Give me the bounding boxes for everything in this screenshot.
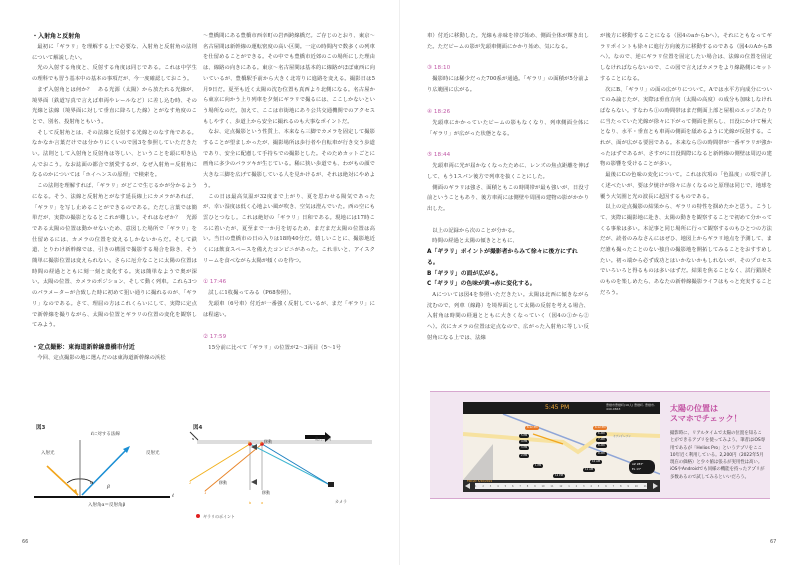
timeline-next-icon[interactable] [653, 483, 658, 489]
paragraph: 最後にCの色味の変化について。これは次項の「色温度」の項で詳しく述べたいが、要は夕焼けが徐々に赤くなるのと原理は同じで、地球を覆う大気圏と光の波長に起因するものである。 [600, 172, 772, 200]
page-number-left: 66 [22, 539, 29, 545]
time-pill: 4 PM [521, 440, 528, 443]
sidebar-title-line1: 太陽の位置は [670, 404, 718, 413]
finding-c: C「ギラリ」の色味が黄→赤に変化する。 [427, 281, 536, 288]
paragraph: まず入射角とは何か？ ある光源（太陽）から放たれる光線が、境界面（鉄道写真で言えば車両やレールなど）に差し込む時、その光線と法線（境界面に対して垂直に降ろした線）とがなす角度のことで、別名、投射角ともいう。 [32, 86, 197, 125]
move-arrow-bottom [251, 479, 257, 485]
timeline-tick[interactable]: 5 [597, 484, 600, 488]
marker-2: 2 [189, 481, 192, 485]
normal-label: ℓに対する法線 [91, 432, 120, 437]
paragraph: 最初に「ギラリ」を理解する上で必要な、入射角と反射角の法則について解説したい。 [32, 44, 197, 61]
timeline-tick[interactable]: 3 [489, 484, 492, 488]
marker-a: a [261, 501, 264, 505]
timestamp-4: ④ 18:26 [427, 108, 451, 115]
timeline-tick[interactable]: 10 [634, 484, 638, 488]
section-heading-incidence: ・入射角と反射角 [32, 33, 81, 40]
figure-4-label: 図4 [193, 425, 203, 431]
paragraph: Aについては図4を参照いただきたい。太陽は北西に傾きながら沈むので、列車（線路）を境界面として太陽の反射を考える場合、入射角は時間の経過とともに大きくなっていく（図4の①から②へ）。次にカメラの位置は定点なので、広がった入射角に等しい反射角になる上では、法線 [427, 291, 589, 341]
sidebar-body: 撮影時に、リアルタイムで太陽の位置を知ることができるアプリを使ってみよう。筆者はiOS専用であるが「Helios Pro」というアプリをここ10年近く利用している。2,200円（2022年5月現在の価格）と少々値は張るが実用性は高い。iOSやAndroidでも同様の機能を持ったアプリが多数あるので試してみるといいだろう。 [670, 431, 766, 480]
timestamp-2: ② 17:59 [203, 333, 227, 340]
paragraph: 側面のギラリは強さ、面積ともこの時間帯が最も強いが、日没寸前ということもあり、後方車両には側壁や周囲の建物の影がかかり出した。 [427, 184, 589, 213]
glare-point-legend: ギラリのポイント [203, 514, 235, 519]
timeline-tick[interactable]: 2 [482, 484, 484, 488]
figure-4-diagram [185, 430, 385, 520]
camera-icon [328, 482, 334, 487]
glare-legend-icon [196, 514, 200, 518]
page-number-right: 67 [770, 539, 777, 545]
paragraph: 〜豊橋間にある豊橋市西幸町の岩西跨線橋だ。ご存じのとおり、東京〜名古屋間は新幹線の運転密度の高い区間。一定の時間内で数多くの列車を仕留めることができる。その中でも豊橋市近郊のこの場所にした理由は、線路の向きにある。東京〜名古屋間は基本的に線路がほぼ東西に向いているが、豊橋駅手前から大きく北寄りに進路を変える。撮影日は5月9日だ。夏至も近く太陽の沈む位置も真西より北側になる。名古屋から東京に向かう上り列車を夕刻にギラリで撮るには、ここしかないという場所なのだ。加えて、ここは市街地にあり公共交通機関でのアクセスもしやすく、歩道上から安全に撮れるのも大事なポイントだ。 [203, 33, 375, 125]
figure-3-diagram [30, 430, 180, 510]
timestamp-5: ⑤ 18:44 [427, 152, 451, 159]
timeline-tick[interactable]: 9 [534, 484, 536, 488]
time-pill: 2 PM [521, 454, 528, 457]
app-address: 豊橋市豊橋町(16人) 豊橋町, 豊橋市, 440-0843 [606, 403, 655, 411]
time-pill: 1 PM [535, 464, 542, 467]
timeline-tick[interactable]: 1 [568, 484, 570, 488]
time-pill: 12 PM [555, 474, 563, 477]
app-time: 5:45 PM [545, 404, 570, 411]
timeline-tick[interactable]: 1 [475, 484, 477, 488]
camera-label: カメラ [335, 499, 347, 504]
timeline-tick[interactable]: 12 [559, 484, 563, 488]
timeline-tick[interactable]: 6 [511, 484, 514, 488]
incident-label: 入射光 [41, 451, 55, 456]
time-pill: 3 PM [521, 446, 528, 449]
time-pill: 9 AM [598, 452, 605, 455]
beta-label: β [107, 484, 110, 490]
alpha-arc [67, 479, 80, 483]
move-label-bottom: 移動 [262, 490, 270, 495]
figure-3-label: 図3 [36, 425, 46, 431]
paragraph: そして反射角とは、その法線と反射する光線とのなす角である。なかなか言葉だけでは分かりにくいので図3を参照していただきたい。法則として入射角と反射角は等しい、ということを頭に叩き込んでおこう。なお誌面の都合で割愛するが、なぜ入射角＝反射角になるのかについては「ホイヘンスの原理」で検索を。 [32, 129, 197, 179]
sun-ray-2 [190, 444, 250, 481]
timeline-tick[interactable]: 9 [627, 484, 629, 488]
move-label-top: 移動 [264, 439, 272, 444]
paragraph: この法則を理解すれば、「ギラリ」がどこで生じるかが分かるようになる。そう、法線と反射角とがなす延長線上にカメラがあれば、「ギラリ」を写し止めることができるのである。ただし言葉では簡単だが、実際の撮影となるとこれが難しい。それはなぜか？ 光源である太陽の位置は動かせないため、意図した場所で「ギラリ」を仕留めるには、カメラの位置を変えるしかないからだ。そして鉄道、とりわけ新幹線では、引きの構図で撮影する場合を除き、そう簡単に撮影位置は変えられない。さらに厄介なことに太陽の位置は時間の経過とともに刻一刻と変化する。実は簡単なようで奥が深い。太陽の位置、カメラのポジション、そして動く列車。これら3つのパラメーターが合致した時に初めて狙い通りに撮れるのが、「ギラリ」なのである。さて、理屈の方はこれくらいにして、実際に定点で新幹線を撮りながら、太陽の位置とギラリの位置の変化を観察してみよう。 [32, 183, 197, 329]
reflected-ray-a [262, 444, 330, 485]
marker-A: A [260, 441, 263, 445]
timeline-tick[interactable]: 3 [583, 484, 585, 488]
page-gutter [399, 0, 400, 565]
track [197, 440, 372, 444]
left-column-2 [203, 31, 375, 353]
time-pill: 6:12 PM [527, 426, 538, 429]
paragraph: 以上の定点撮影の結果から、ギラリの特性を掴めたかと思う。こうして、実際に撮影地に赴き、太陽の動きを観察することで初めて分かってくる事象は多い。本記事と同じ場所に行って観察するのもひとつの方法だが、読者のみなさんにはぜひ、地図上からギラリ地点を予測して、まだ誰も撮ったことのない独自の撮影地を開拓してみることをおすすめしたい。初っ端から必ず成功とはいかないかもしれないが、そのプロセスでいろいろと得るものは多いはずだ。結果を焦ることなく、試行錯誤そのものを楽しめたら、あなたの新幹線撮影ライフはもっと充実することだろう。 [600, 204, 772, 296]
time-pill: 5 PM [521, 434, 528, 437]
timeline-tick[interactable]: 11 [550, 484, 554, 488]
paragraph: 撮影時には稀少だった700系が通過。「ギラリ」の面積が5分前より広範囲に広がる。 [427, 76, 589, 94]
marker-b: b [249, 501, 252, 505]
finding-a: A「ギラリ」ポイントが撮影者からみて徐々に後方にずれる。 [427, 249, 578, 266]
right-column-1 [427, 31, 589, 343]
timeline-tick[interactable]: 4 [590, 484, 592, 488]
figure-3-caption: 入射角α＝反射角β [88, 503, 126, 508]
incident-ray [47, 466, 78, 495]
timeline-prev-icon[interactable] [465, 483, 470, 489]
move-label-left: 移動 [219, 480, 227, 485]
time-pill: 8 AM [598, 444, 605, 447]
paragraph: 次にB、「ギラリ」の面の広がりについて。Aでは水平方向成分についてのみ論じたが、実際は垂直方向（太陽の高度）の成分も加味しなければならない。すなわち①の時間帯はまだ側面上部と屋根のエッジあたりに当たっていた光線が徐々に下がって側面を照らし、日没にかけて極大となり、水平・垂直とも車両の側面を舐めるように光線が反射する。これが、面が広がる要因である。本来なら⑤の時間帯が一番ギラリが強かったはずであるが、さすがに日没間際になると新幹線の側壁は周辺の建物の影響を受けることが多い。 [600, 86, 772, 168]
paragraph: 先頭車（6号車）付近が一番強く反射しているが、まだ「ギラリ」には程遠い。 [203, 301, 375, 318]
paragraph: 今回、定点撮影の地に選んだのは東海道新幹線の浜松 [37, 354, 166, 361]
timeline-tick[interactable]: 5 [504, 484, 507, 488]
timestamp-3: ③ 18:10 [427, 65, 451, 72]
marker-1: 1 [204, 491, 207, 495]
north-label: N [192, 437, 195, 441]
sun-ray-1 [205, 444, 262, 491]
timeline-tick[interactable]: 8 [526, 484, 529, 488]
paragraph: 車）付近に移動した。光線も赤味を帯び始め、側面全体が輝き出した。ただビームの影が先頭車側面にかかり始め、気になる。 [427, 33, 589, 50]
reflected-ray [82, 448, 128, 495]
time-pill: 10 AM [592, 460, 601, 463]
paragraph: 先頭車にかかっていたビームの影もなくなり、列車側面全体に「ギラリ」が広がった状態となる。 [427, 119, 589, 137]
direction-label: 進行方向 [315, 436, 331, 441]
reflected-label: 反射光 [146, 451, 160, 456]
alpha-label: α [90, 480, 94, 486]
timeline-tick[interactable]: 6 [605, 484, 607, 488]
timeline-tick[interactable]: 7 [519, 484, 521, 488]
timestamp-1: ① 17:46 [203, 279, 227, 286]
timeline-tick[interactable]: 4 [497, 484, 499, 488]
sidebar-title [670, 404, 742, 424]
paragraph: 先頭車両に光が届かなくなったために、レンズの焦点距離を伸ばして、もう1スパン後方で列車を抜くことにした。 [427, 163, 589, 180]
time-pill: 6 AM [598, 432, 605, 435]
store-label: セブンイレブン [613, 435, 631, 438]
paragraph: 試しに1枚撮ってみる（P68参照）。 [208, 290, 295, 297]
time-pill: 6:12 PM [595, 426, 606, 429]
left-column-1 [32, 31, 197, 364]
azimuth: AZ 283° [632, 462, 644, 466]
timeline-tick[interactable]: 2 [575, 484, 578, 488]
timeline-tick[interactable]: 7 [612, 484, 615, 488]
paragraph: この日は最高気温が32度まで上がり、夏を思わせる陽気であったが、幸い湿度は低く心地よい風が吹き、空気は澄んでいた。西の空にも雲ひとつなし。これは絶好の「ギラリ」日和である。現地には17時ころに着いたが、夏至まで一か月を切るため、まだまだ太陽の位置は高い。当日の豊橋市の日の入りは18時40分だ。嬉しいことに、撮影地近くには飲食スペースを備えたコンビニがあった。これ幸いと、アイスクリームを食べながら太陽が傾くのを待つ。 [203, 193, 375, 264]
paragraph: 時間の経過と太陽の傾きとともに、 [432, 238, 518, 245]
paragraph: なお、定点撮影という性質上、本来なら三脚でカメラを固定して撮影することが望ましかったが、撮影場所は歩行者や自転車が行き交う歩道であり、安全に配慮して手持ちでの撮影とした。そのためカットごとに画角に多少のバラツキが生じている。稀に狭い歩道でも、わがもの顔で大きな三脚を広げて撮影している人を見かけるが、それは絶対にやめよう。 [203, 129, 375, 189]
app-date: FRIDAY 5/20/2019 [467, 479, 493, 483]
sidebar-title-line2: スマホでチェック！ [670, 414, 742, 423]
finding-b: B「ギラリ」の面が広がる。 [427, 270, 502, 277]
time-pill: 7 AM [598, 438, 605, 441]
right-column-2 [600, 31, 772, 299]
line-label: ℓ [172, 493, 175, 499]
timeline-tick[interactable]: 11 [643, 484, 647, 488]
elevation: EL 13° [632, 467, 642, 471]
paragraph: が後方に移動することになる（図4のaからbへ）。それにともなってギラリポイントも徐々に進行方向後方に移動するのである（図4のAからBへ）。なので、逆にギラリ位置を固定したい場合は、法線の位置を固定しなければならないので、この図で言えばカメラをより線路側にセットすることになる。 [600, 33, 772, 82]
marker-B: B [248, 441, 251, 445]
paragraph: 15分前に比べて「ギラリ」の位置が2〜3両目（5〜1号 [208, 344, 342, 351]
sidebar-box [430, 391, 770, 499]
az-el-readout [629, 460, 655, 474]
timeline-ticks[interactable] [475, 483, 647, 489]
paragraph: 光の入射する角度と、反射する角度は同じである。これは中学生の理科でも習う基本中の基本の事項だが、今一度確認しておこう。 [32, 65, 197, 83]
timeline-tick[interactable]: 10 [541, 484, 545, 488]
timeline-tick[interactable]: 8 [619, 484, 622, 488]
app-screenshot [463, 402, 660, 492]
section-heading-fixed-point: ・定点撮影：東海道新幹線豊橋市付近 [32, 343, 135, 351]
paragraph: 以上の記録から次のことが分かる。 [432, 227, 518, 234]
time-pill: 11 AM [585, 468, 594, 471]
